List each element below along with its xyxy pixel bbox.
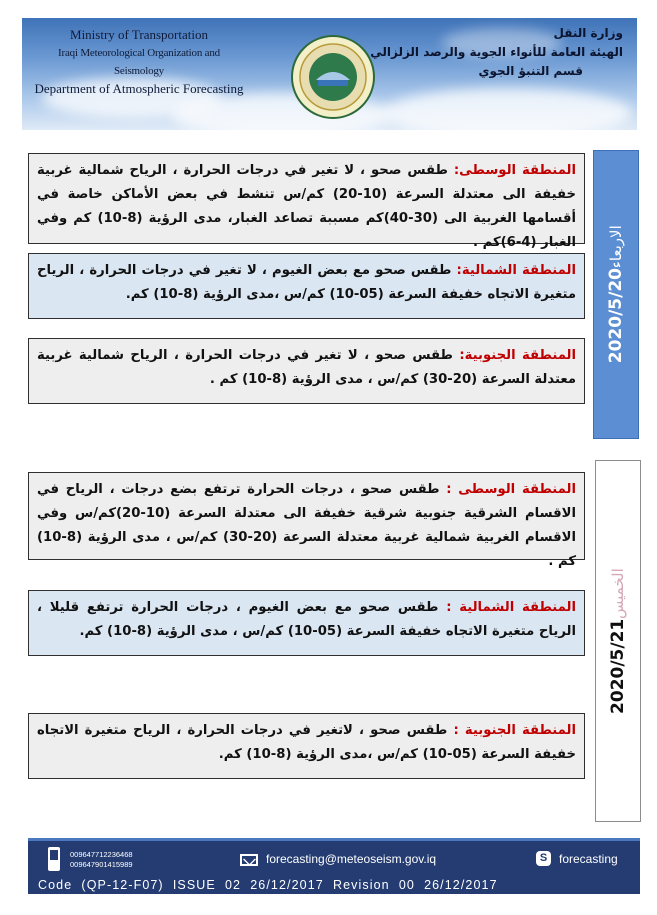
ministry-name-en: Ministry of Transportation: [70, 27, 208, 42]
phone-number-2: 009647901415989: [70, 860, 133, 869]
day1-date: 2020/5/20: [606, 268, 626, 364]
email-link[interactable]: forecasting@meteoseism.gov.iq: [266, 852, 437, 866]
region-label: المنطقة الجنوبية :: [453, 723, 577, 738]
forecast-text: طقس صحو ، درجات الحرارة ترتفع بضع درجات ، الرياح في الاقسام الشرقية جنوبية شرقية خفيفة الى معتدلة السرعة (10-20)كم/س وفي الاقسام الغربية شمالية غربية معتدلة السرعة (20-30) كم/س ، مدى الرؤية (8-10) كم .: [37, 482, 576, 569]
phone-number-1: 009647712236468: [70, 850, 133, 859]
region-label: المنطقة الوسطى :: [446, 482, 576, 497]
ministry-name-ar: وزارة النقل: [553, 26, 623, 40]
email-icon: [240, 854, 258, 866]
day2-date-band: [595, 460, 641, 822]
day1-day-name: الاربعاء: [607, 225, 625, 269]
day1-central-forecast: [28, 153, 585, 250]
day2-south-forecast: [28, 713, 585, 779]
skype-handle[interactable]: forecasting: [559, 852, 618, 866]
organization-name-ar: الهيئة العامة للأنواء الجوية والرصد الزلزالي: [370, 45, 623, 59]
day2-north-forecast: [28, 590, 585, 656]
document-code-line: Code (QP-12-F07) ISSUE 02 26/12/2017 Revision 00 26/12/2017: [38, 878, 498, 892]
phone-numbers: [70, 850, 133, 870]
header-banner: [22, 18, 637, 130]
day2-central-forecast: [28, 472, 585, 569]
skype-icon: S: [536, 851, 551, 866]
forecast-text: طقس صحو ، لا تغير في درجات الحرارة ، الرياح شمالية غربية معتدلة السرعة (20-30) كم/س ، مدى الرؤية (8-10) كم .: [37, 348, 576, 387]
department-name-en: Department of Atmospheric Forecasting: [34, 81, 244, 96]
header-english: [34, 26, 244, 98]
region-label: المنطقة الجنوبية:: [459, 348, 577, 363]
forecast-text: طقس صحو ، لا تغير في درجات الحرارة ، الرياح شمالية غربية خفيفة الى معتدلة السرعة (10-20) كم/س تنشط في بعض الأماكن خاصة في أقسامها الغربية الى (30-40)كم مسببة تصاعد الغبار، مدى الرؤية (8-10) كم وفي الغبار (4-6)كم .: [37, 163, 576, 250]
forecast-text: طقس صحو مع بعض الغيوم ، لا تغير في درجات الحرارة ، الرياح متغيرة الاتجاه خفيفة السرعة (05-10) كم/س ،مدى الرؤية (8-10) كم.: [37, 263, 576, 302]
department-name-ar: قسم التنبؤ الجوي: [478, 64, 583, 78]
region-label: المنطقة الشمالية :: [446, 600, 576, 615]
phone-icon: [48, 847, 60, 871]
day2-day-name: الخميس: [609, 568, 627, 619]
forecast-text: طقس صحو مع بعض الغيوم ، درجات الحرارة ترتفع قليلا ، الرياح متغيرة الاتجاه خفيفة السرعة (05-10) كم/س ، مدى الرؤية (8-10) كم.: [37, 600, 576, 639]
day2-date: 2020/5/21: [608, 618, 628, 714]
day1-north-forecast: [28, 253, 585, 319]
organization-name-en: Iraqi Meteorological Organization and Seismology: [58, 47, 220, 77]
header-arabic: [370, 24, 623, 81]
day1-date-band: [593, 150, 639, 439]
footer-bar: [28, 838, 640, 894]
organization-logo: [290, 34, 376, 120]
region-label: المنطقة الوسطى:: [453, 163, 577, 178]
forecast-text: طقس صحو ، لاتغير في درجات الحرارة ، الرياح متغيرة الاتجاه خفيفة السرعة (05-10) كم/س ،مدى الرؤية (8-10) كم.: [37, 723, 576, 762]
day1-south-forecast: [28, 338, 585, 404]
region-label: المنطقة الشمالية:: [456, 263, 576, 278]
